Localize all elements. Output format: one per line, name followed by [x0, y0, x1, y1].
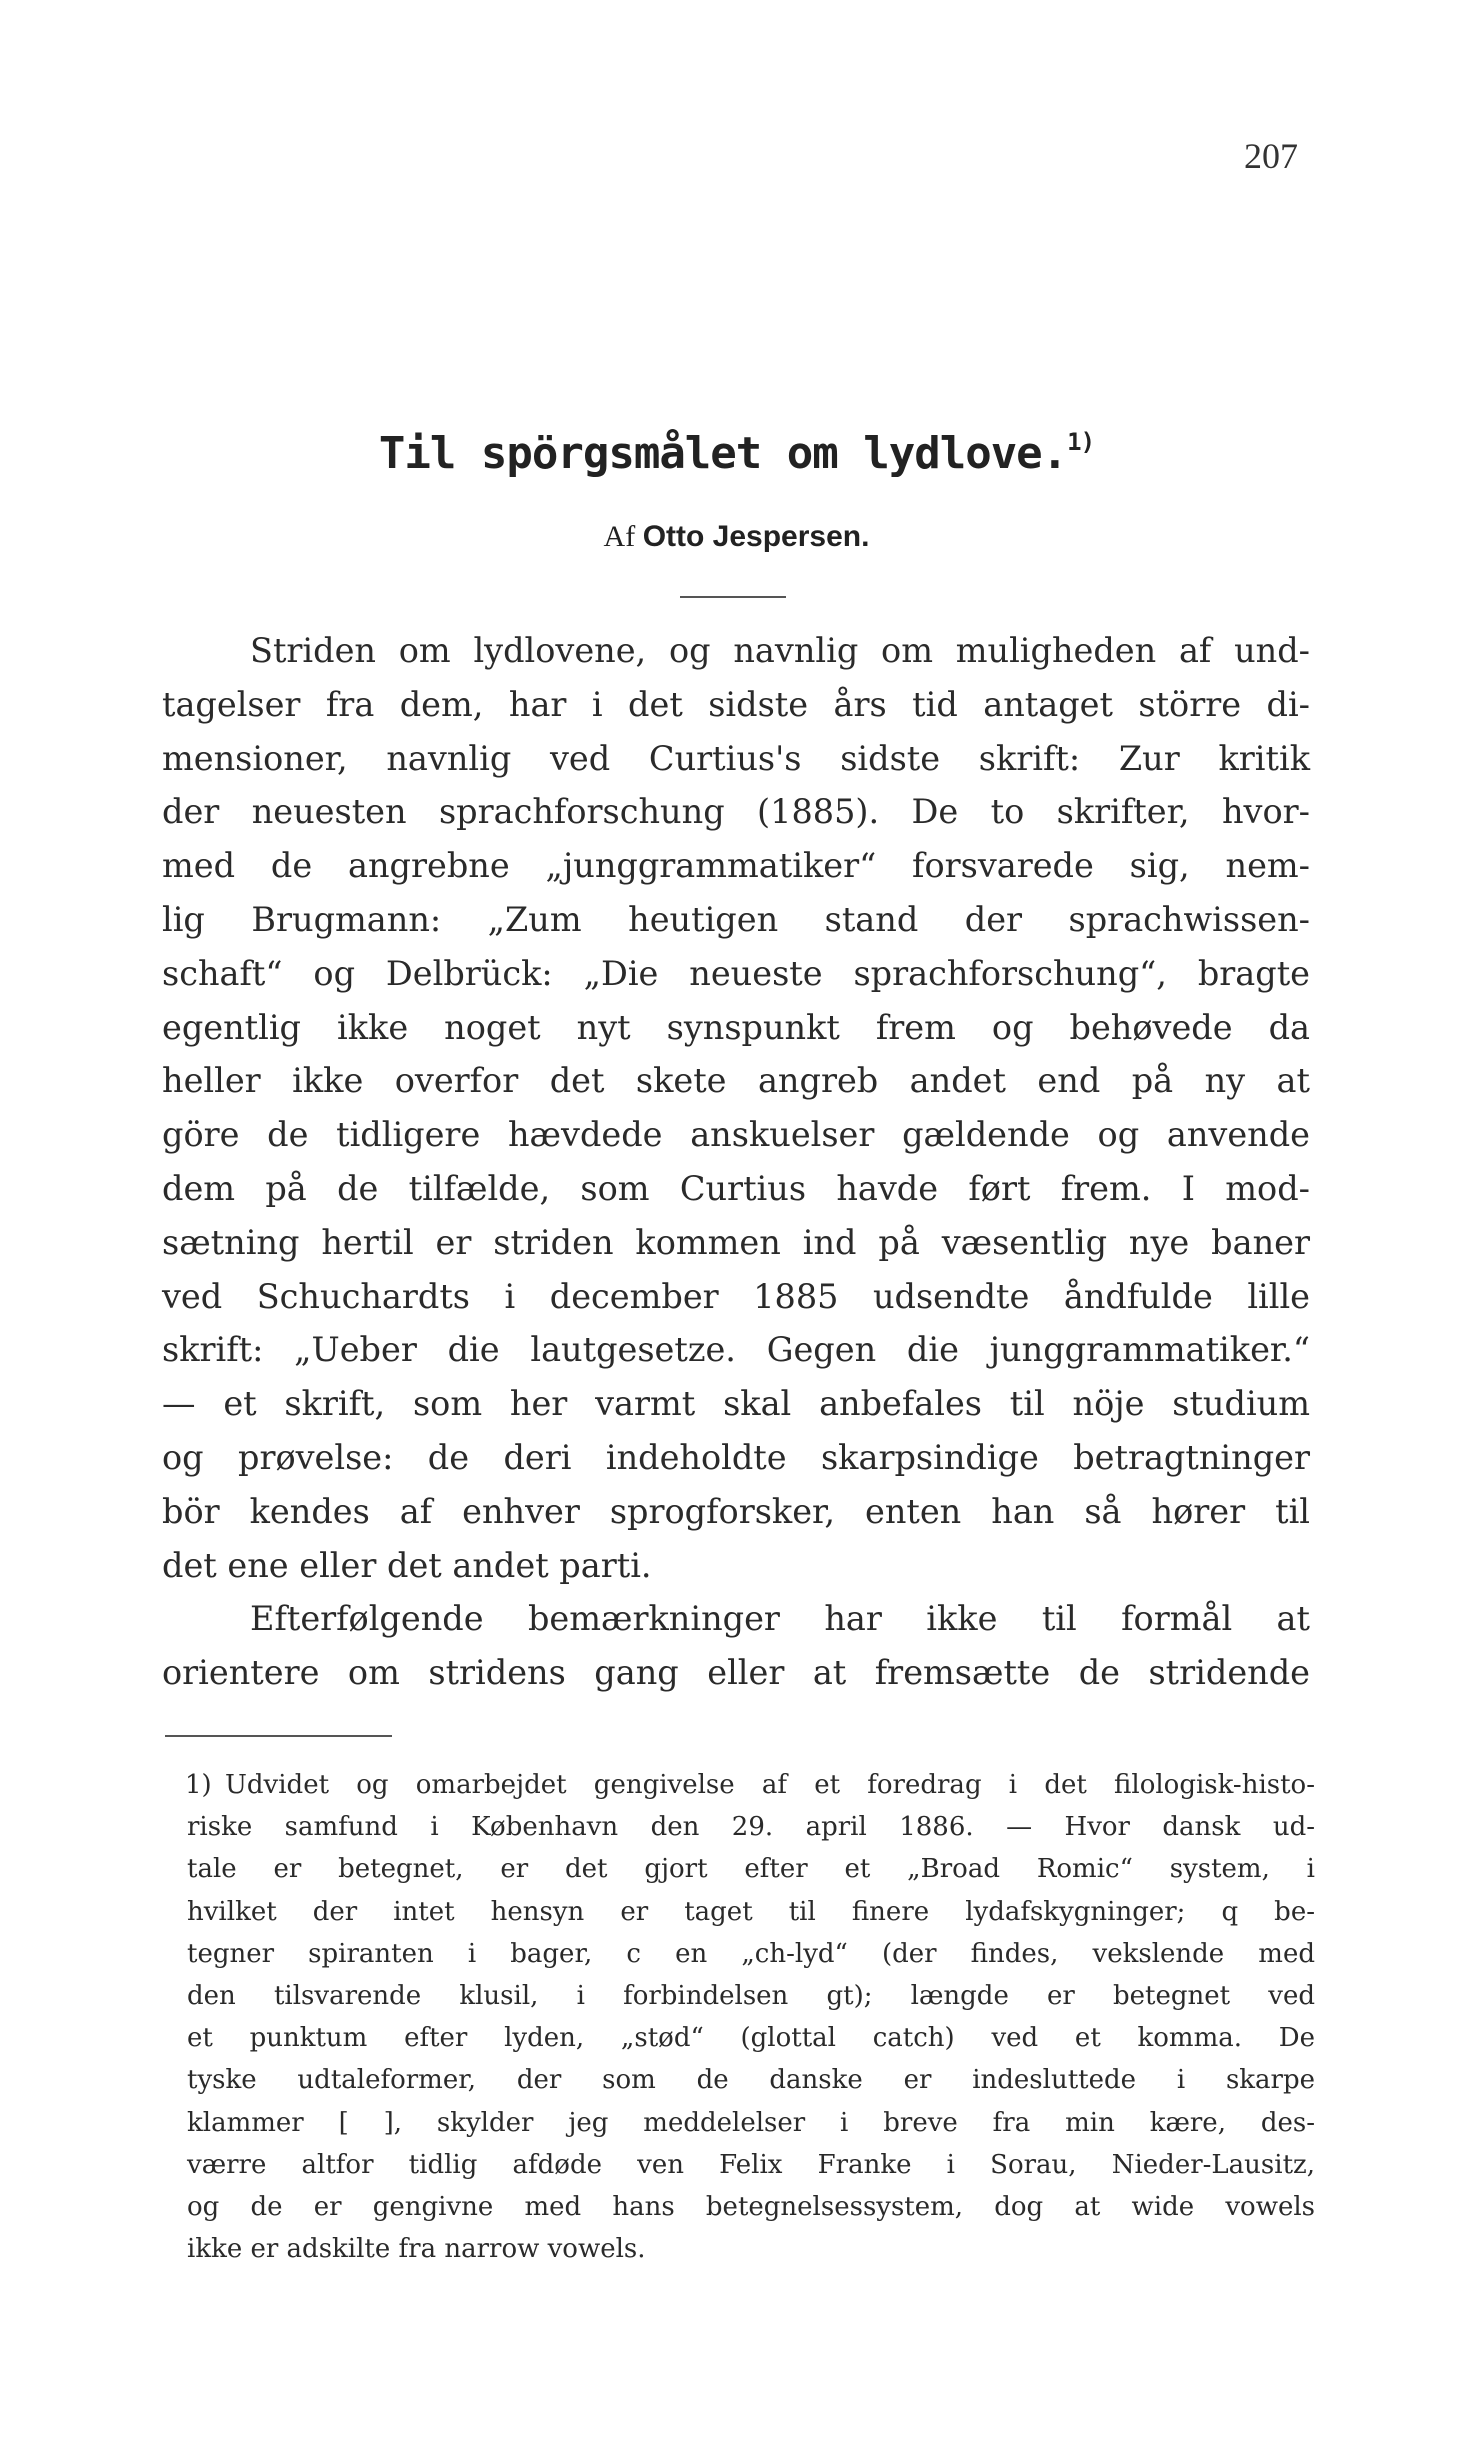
body-line: ved Schuchardts i december 1885 udsendte åndfulde lille	[162, 1276, 1310, 1316]
footnote-line: tegner spiranten i bager, c en „ch-lyd“ (der findes, vekslende med	[187, 1938, 1315, 1969]
body-line: sætning hertil er striden kommen ind på væsentlig nye baner	[162, 1222, 1310, 1262]
body-line: heller ikke overfor det skete angreb andet end på ny at	[162, 1061, 1310, 1101]
article-title-text: Til spörgsmålet om lydlove.	[378, 428, 1068, 479]
body-line: schaft“ og Delbrück: „Die neueste sprachforschung“, bragte	[162, 953, 1310, 993]
footnote-marker: 1)	[185, 1770, 212, 1800]
body-line: egentlig ikke noget nyt synspunkt frem og behøvede da	[162, 1007, 1310, 1047]
body-line: — et skrift, som her varmt skal anbefales til nöje studium	[162, 1384, 1310, 1424]
body-line: der neuesten sprachforschung (1885). De to skrifter, hvor-	[162, 792, 1310, 832]
author-name: Otto Jespersen.	[642, 520, 870, 553]
body-line: dem på de tilfælde, som Curtius havde ført frem. I mod-	[162, 1168, 1310, 1208]
footnote-line: tale er betegnet, er det gjort efter et „Broad Romic“ system, i	[187, 1854, 1315, 1885]
byline	[0, 520, 1473, 554]
title-divider	[680, 596, 786, 598]
body-line: og prøvelse: de deri indeholdte skarpsindige betragtninger	[162, 1437, 1310, 1477]
body-line: skrift: „Ueber die lautgesetze. Gegen die junggrammatiker.“	[162, 1330, 1310, 1370]
body-line: mensioner, navnlig ved Curtius's sidste skrift: Zur kritik	[162, 738, 1310, 778]
body-line: det ene eller det andet parti.	[162, 1545, 652, 1585]
title-footnote-marker: 1)	[1067, 428, 1095, 456]
article-title	[0, 428, 1473, 479]
body-line: bör kendes af enhver sprogforsker, enten han så hører til	[162, 1491, 1310, 1531]
body-line: lig Brugmann: „Zum heutigen stand der sprachwissen-	[162, 899, 1310, 939]
body-line: med de angrebne „junggrammatiker“ forsvarede sig, nem-	[162, 846, 1310, 886]
footnote-line: og de er gengivne med hans betegnelsessystem, dog at wide vowels	[187, 2192, 1315, 2223]
footnote-line: ikke er adskilte fra narrow vowels.	[187, 2234, 646, 2265]
footnote-line: riske samfund i København den 29. april 1886. — Hvor dansk ud-	[187, 1812, 1315, 1843]
body-text	[162, 624, 1310, 1700]
body-line: Efterfølgende bemærkninger har ikke til formål at	[250, 1599, 1310, 1639]
footnote-line: den tilsvarende klusil, i forbindelsen gt); længde er betegnet ved	[187, 1981, 1315, 2012]
byline-prefix: Af	[603, 520, 636, 553]
footnote-line: værre altfor tidlig afdøde ven Felix Franke i Sorau, Nieder-Lausitz,	[187, 2149, 1315, 2180]
footnote-line: hvilket der intet hensyn er taget til finere lydafskygninger; q be-	[187, 1896, 1315, 1927]
page-number: 207	[1244, 136, 1298, 176]
footnote-line: tyske udtaleformer, der som de danske er indesluttede i skarpe	[187, 2065, 1315, 2096]
footnote-line: Udvidet og omarbejdet gengivelse af et foredrag i det filologisk-histo-	[225, 1770, 1315, 1800]
footnote-line: et punktum efter lyden, „stød“ (glottal catch) ved et komma. De	[187, 2023, 1315, 2054]
body-line: tagelser fra dem, har i det sidste års tid antaget större di-	[162, 684, 1310, 724]
footnote-line: klammer [ ], skylder jeg meddelelser i breve fra min kære, des-	[187, 2107, 1315, 2138]
footnote-divider	[165, 1735, 392, 1737]
body-line: orientere om stridens gang eller at fremsætte de stridende	[162, 1653, 1310, 1693]
body-line: göre de tidligere hævdede anskuelser gældende og anvende	[162, 1115, 1310, 1155]
body-line: Striden om lydlovene, og navnlig om muligheden af und-	[250, 631, 1310, 670]
footnote	[187, 1764, 1315, 2270]
